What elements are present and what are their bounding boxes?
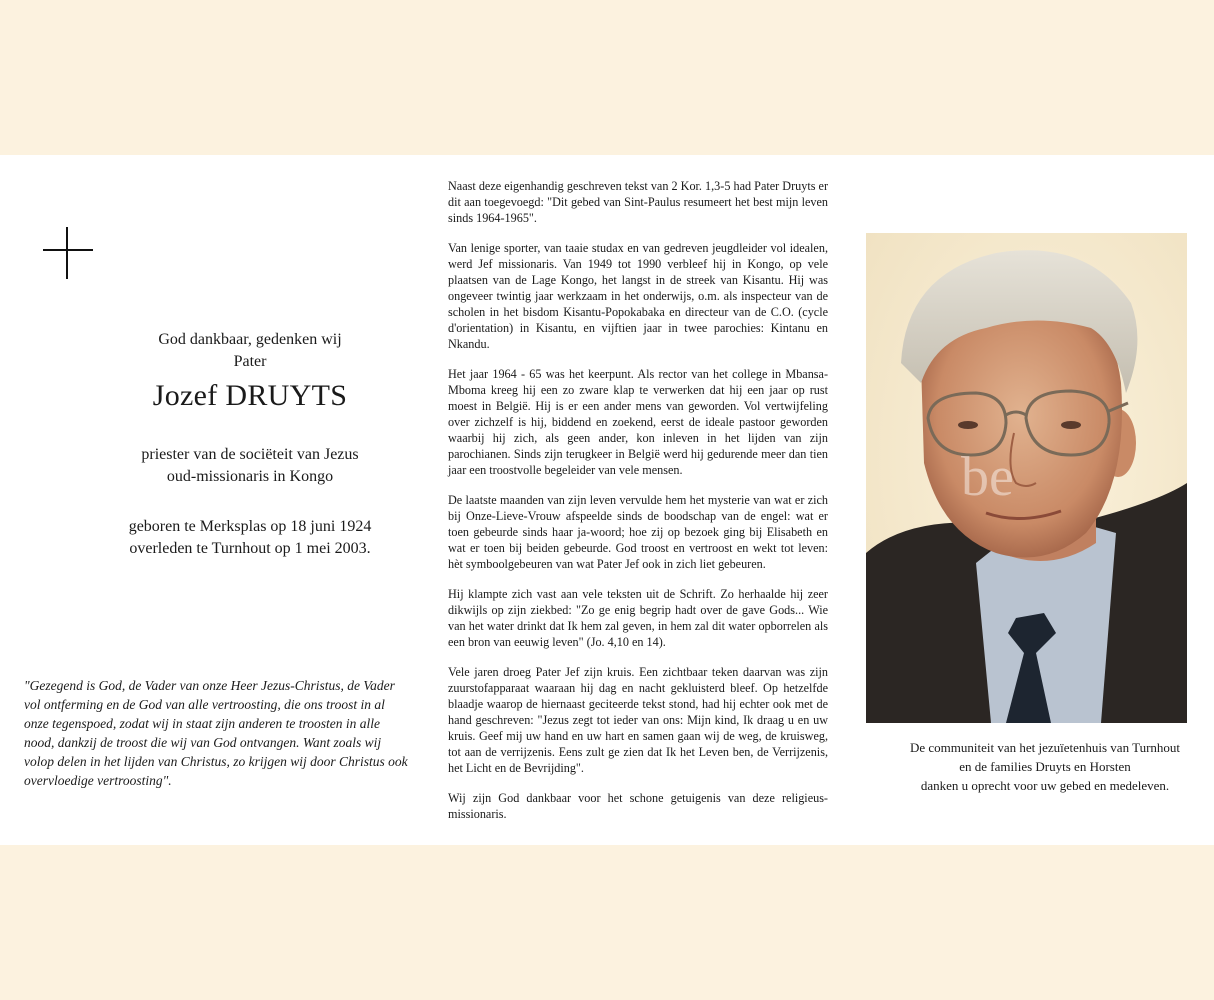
thanks-line-3: danken u oprecht voor uw gebed en medeleven.	[920, 778, 1170, 793]
bio-paragraph: Naast deze eigenhandig geschreven tekst van 2 Kor. 1,3-5 had Pater Druyts er dit aan toegevoegd: "Dit gebed van Sint-Paulus resumeert het best mijn leven sinds 1964-1965".	[448, 179, 828, 225]
bio-paragraph: Vele jaren droeg Pater Jef zijn kruis. Een zichtbaar teken daarvan was zijn zuurstofapparaat waaraan hij dag en nacht gekluisterd bleef. Op hetzelfde blaadje waarop de hiernaast geciteerde tekst stond, had hij echter ook met de hand geschreven: "Jezus zegt tot ieder van ons: Mijn kind, Ik draag u en uw kruis. Geef mij uw hand en uw hart en samen gaan wij de weg, de kruisweg, tot aan de verrijzenis. Eens zult ge zien dat Ik het Leven ben, de Verrijzenis, het Licht en de Bevrijding".	[448, 665, 828, 775]
thanks-note	[880, 738, 1210, 795]
thanks-line-2: en de families Druyts en Horsten	[959, 759, 1131, 774]
intro-line: God dankbaar, gedenken wij	[158, 331, 342, 348]
portrait-photo	[866, 233, 1187, 723]
bio-paragraph: Hij klampte zich vast aan vele teksten uit de Schrift. Zo herhaalde hij zeer dikwijls op zijn ziekbed: "Zo ge enig begrip hadt over de gave Gods... Wie van het water drinkt dat Ik hem zal geven, in hem zal dit water opborrelen als een bron van eeuwig leven" (Jo. 4,10 en 14).	[448, 587, 828, 649]
bio-paragraph: De laatste maanden van zijn leven vervulde hem het mysterie van wat er zich bij Onze-Lieve-Vrouw afspeelde sinds de boodschap van de engel: wat er toen gebeurde sinds haar ja-woord; hoe zij op bezoek ging bij Elisabeth en wat er toen bij beiden gebeurde. God troost en vertroost en wekt tot leven: hèt symboolgebeuren van wat Pater Jef ook in zich liet gebeuren.	[448, 493, 828, 571]
role-line-2: oud-missionaris in Kongo	[166, 468, 334, 485]
bio-paragraph: Het jaar 1964 - 65 was het keerpunt. Als rector van het college in Mbansa-Mboma kreeg hij een zo zware klap te verwerken dat hij een jaar op rust moest in België. Hij is er een ander mens van geworden. Vol vertwijfeling over zichzelf is hij, biddend en zoekend, eerst de ideale pastoor geworden waarbij hij zich, als geen ander, kon inleven in het lijden van zijn parochianen. Sinds zijn terugkeer in België werd hij gedurende meer dan tien jaar een troostvolle begeleider van vele mensen.	[448, 367, 828, 477]
cross-icon	[43, 227, 93, 279]
thanks-line-1: De communiteit van het jezuïetenhuis van Turnhout	[909, 740, 1181, 755]
intro	[40, 329, 460, 373]
bio-paragraph: Wij zijn God dankbaar voor het schone getuigenis van deze religieus-missionaris.	[448, 791, 828, 821]
bio-paragraph: Van lenige sporter, van taaie studax en van gedreven jeugdleider vol idealen, werd Jef missionaris. Van 1949 tot 1990 verbleef hij in Kongo, op vele plaatsen van de Lage Kongo, het langst in de streek van Kisantu. Hij was ongeveer twintig jaar werkzaam in het onderwijs, o.m. als inspecteur van de scholen in het bisdom Kisantu-Popokabaka en directeur van de C.O. (cycle d'orientation) in Kisantu, en vijftien jaar in twee parochies: Kintanu en Nkandu.	[448, 241, 828, 351]
biography	[448, 178, 828, 836]
watermark: be	[961, 446, 1014, 508]
title-pater: Pater	[233, 353, 267, 370]
deceased-name: Jozef DRUYTS	[152, 379, 348, 412]
role-line-1: priester van de sociëteit van Jezus	[141, 446, 359, 463]
bible-quote: "Gezegend is God, de Vader van onze Heer Jezus-Christus, de Vader vol ontferming en de God van alle vertroosting, die ons troost in al onze tegenspoed, zodat wij in staat zijn anderen te troosten in alle nood, dankzij de troost die wij van God ontvangen. Want zoals wij volop delen in het lijden van Christus, zo krijgen wij door Christus ook overvloedige vertroosting".	[24, 678, 408, 788]
death-line: overleden te Turnhout op 1 mei 2003.	[129, 540, 371, 557]
life-dates	[40, 516, 460, 560]
birth-line: geboren te Merksplas op 18 juni 1924	[128, 518, 372, 535]
role	[40, 444, 460, 488]
